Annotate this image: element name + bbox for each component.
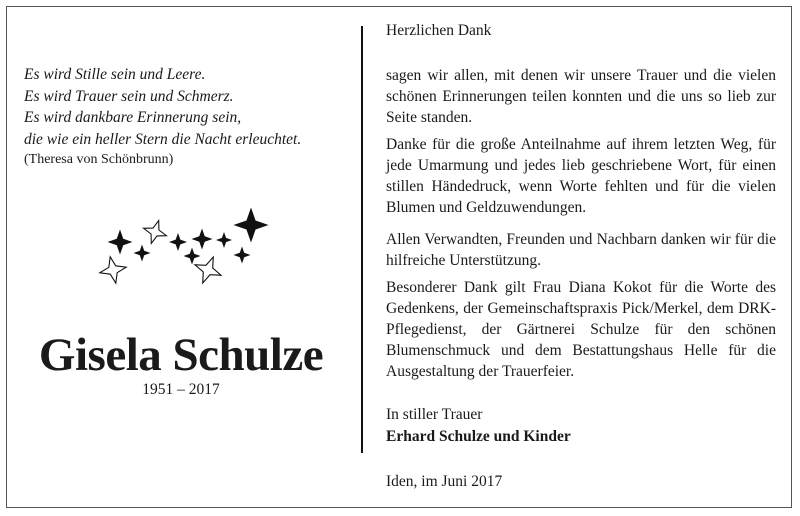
- column-divider: [361, 26, 363, 453]
- thanks-paragraph: Besonderer Dank gilt Frau Diana Kokot für die Worte des Gedenkens, der Gemeinschaftspraxis Pick/Merkel, dem DRK-Pflegedienst, der Gärtnerei Schulze für den schönen Blumenschmuck und dem Bestattungshaus Helle für die Ausgestaltung der Trauerfeier.: [386, 279, 776, 380]
- poem-line: die wie ein heller Stern die Nacht erleuchtet.: [24, 130, 302, 148]
- memorial-column: [0, 0, 360, 516]
- closing-phrase: In stiller Trauer: [386, 406, 483, 423]
- poem-line: Es wird Trauer sein und Schmerz.: [24, 87, 234, 105]
- thanks-heading: Herzlichen Dank: [386, 22, 492, 39]
- poem-author: (Theresa von Schönbrunn): [24, 152, 174, 167]
- poem: [24, 64, 354, 150]
- thanks-paragraph: Danke für die große Anteilnahme auf ihrem letzten Weg, für jede Umarmung und jedes lieb geschriebene Wort, für einen stillen Händedruck, wenn Worte fehlten und für die vielen Blumen und Geldzuwendungen.: [386, 136, 776, 216]
- deceased-name: Gisela Schulze: [38, 329, 324, 381]
- poem-line: Es wird dankbare Erinnerung sein,: [24, 109, 242, 126]
- thanks-paragraph: Allen Verwandten, Freunden und Nachbarn danken wir für die hilfreiche Unterstützung.: [386, 231, 776, 269]
- thanks-paragraph: sagen wir allen, mit denen wir unsere Trauer und die vielen schönen Erinnerungen teilen konnten und die uns so lieb zur Seite standen.: [386, 67, 776, 126]
- poem-line: Es wird Stille sein und Leere.: [24, 66, 206, 83]
- stars-icon: [98, 204, 278, 292]
- signer-names: Erhard Schulze und Kinder: [386, 428, 571, 445]
- life-years: 1951 – 2017: [142, 381, 220, 398]
- place-date: Iden, im Juni 2017: [386, 473, 503, 490]
